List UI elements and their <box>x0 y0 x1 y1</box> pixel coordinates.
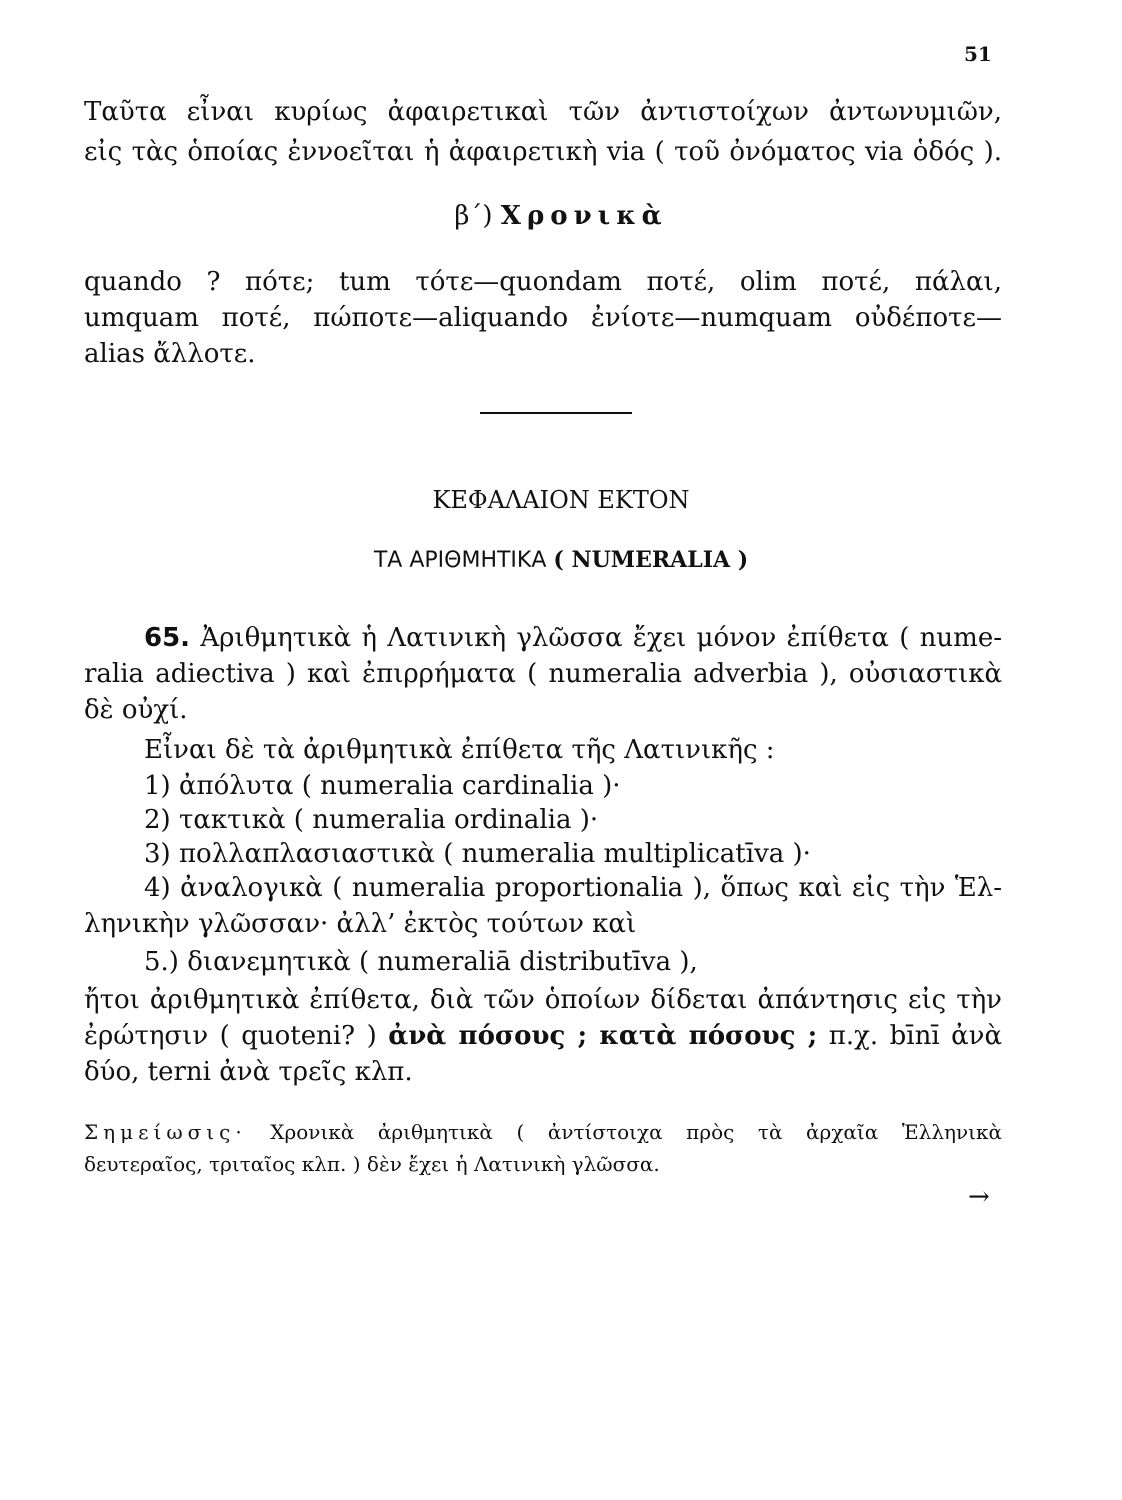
closing-line-2-bold: ἀνὰ πόσους ; κατὰ πόσους ; <box>388 1021 818 1051</box>
chapter-subtitle-latin: ( NUMERALIA ) <box>553 547 749 573</box>
list-item-2: 2) τακτικὰ ( numeralia ordinalia )· <box>144 805 599 835</box>
closing-line-2 <box>84 1020 1002 1052</box>
list-item-5: 5.) διανεμητικὰ ( numeraliā distributīva ), <box>144 947 698 977</box>
para-65-line-1 <box>144 622 1002 654</box>
page-number: 51 <box>964 42 992 66</box>
temporal-line-3: alias ἄλλοτε. <box>84 339 256 369</box>
continue-arrow-icon: → <box>968 1182 990 1212</box>
note-line-2: δευτεραῖος, τριταῖος κλπ. ) δὲν ἔχει ἡ Λατινικὴ γλῶσσα. <box>84 1152 660 1176</box>
list-item-1: 1) ἀπόλυτα ( numeralia cardinalia )· <box>144 771 621 801</box>
chapter-subtitle <box>0 544 1122 577</box>
section-divider <box>480 412 632 414</box>
closing-line-3: δύο, terni ἀνὰ τρεῖς κλπ. <box>84 1057 413 1087</box>
para-65-number: 65. <box>144 623 191 653</box>
intro-line-2: εἰς τὰς ὁποίας ἐννοεῖται ἡ ἀφαιρετικὴ via ( τοῦ ὀνόματος via ὁδός ). <box>84 137 1002 167</box>
note-label: Σημείωσις· <box>84 1120 247 1144</box>
note-line-1-text: Χρονικὰ ἀριθμητικὰ ( ἀντίστοιχα πρὸς τὰ ἀρχαῖα Ἑλληνικὰ <box>270 1120 1002 1144</box>
para-65-line-3: δὲ οὐχί. <box>84 695 188 725</box>
para-65-line-2: ralia adiectiva ) καὶ ἐπιρρήματα ( numeralia adverbia ), οὐσιαστικὰ <box>84 659 1002 689</box>
note-line-1 <box>84 1118 1002 1146</box>
chapter-subtitle-greek: ΤΑ ΑΡΙΘΜΗΤΙΚΑ <box>373 548 547 573</box>
section-heading-prefix: β΄) <box>454 201 493 231</box>
list-item-3: 3) πολλαπλασιαστικὰ ( numeralia multiplicatīva )· <box>144 839 811 869</box>
section-heading <box>0 200 1122 232</box>
closing-line-2-c: π.χ. bīnī ἀνὰ <box>828 1021 1003 1051</box>
closing-line-1: ἤτοι ἀριθμητικὰ ἐπίθετα, διὰ τῶν ὁποίων δίδεται ἀπάντησις εἰς τὴν <box>84 985 1002 1015</box>
closing-line-2-a: ἐρώτησιν ( quoteni? ) <box>84 1021 377 1051</box>
list-item-4-cont: ληνικὴν γλῶσσαν· ἀλλ’ ἐκτὸς τούτων καὶ <box>84 909 637 939</box>
intro-line-1: Ταῦτα εἶναι κυρίως ἀφαιρετικαὶ τῶν ἀντιστοίχων ἀντωνυμιῶν, <box>84 97 1002 127</box>
para-65-line-1-text: Ἀριθμητικὰ ἡ Λατινικὴ γλῶσσα ἔχει μόνον ἐπίθετα ( nume- <box>200 623 1003 653</box>
temporal-line-2: umquam ποτέ, πώποτε—aliquando ἐνίοτε—numquam οὐδέποτε— <box>84 303 1002 333</box>
list-item-4: 4) ἀναλογικὰ ( numeralia proportionalia ), ὅπως καὶ εἰς τὴν Ἑλ- <box>144 873 1002 903</box>
chapter-title: ΚΕΦΑΛΑΙΟΝ ΕΚΤΟΝ <box>432 486 690 514</box>
para-65-line-4: Εἶναι δὲ τὰ ἀριθμητικὰ ἐπίθετα τῆς Λατινικῆς : <box>144 735 775 765</box>
section-heading-word: Χρονικὰ <box>500 201 668 231</box>
temporal-line-1: quando ? πότε; tum τότε—quondam ποτέ, olim ποτέ, πάλαι, <box>84 267 1002 297</box>
